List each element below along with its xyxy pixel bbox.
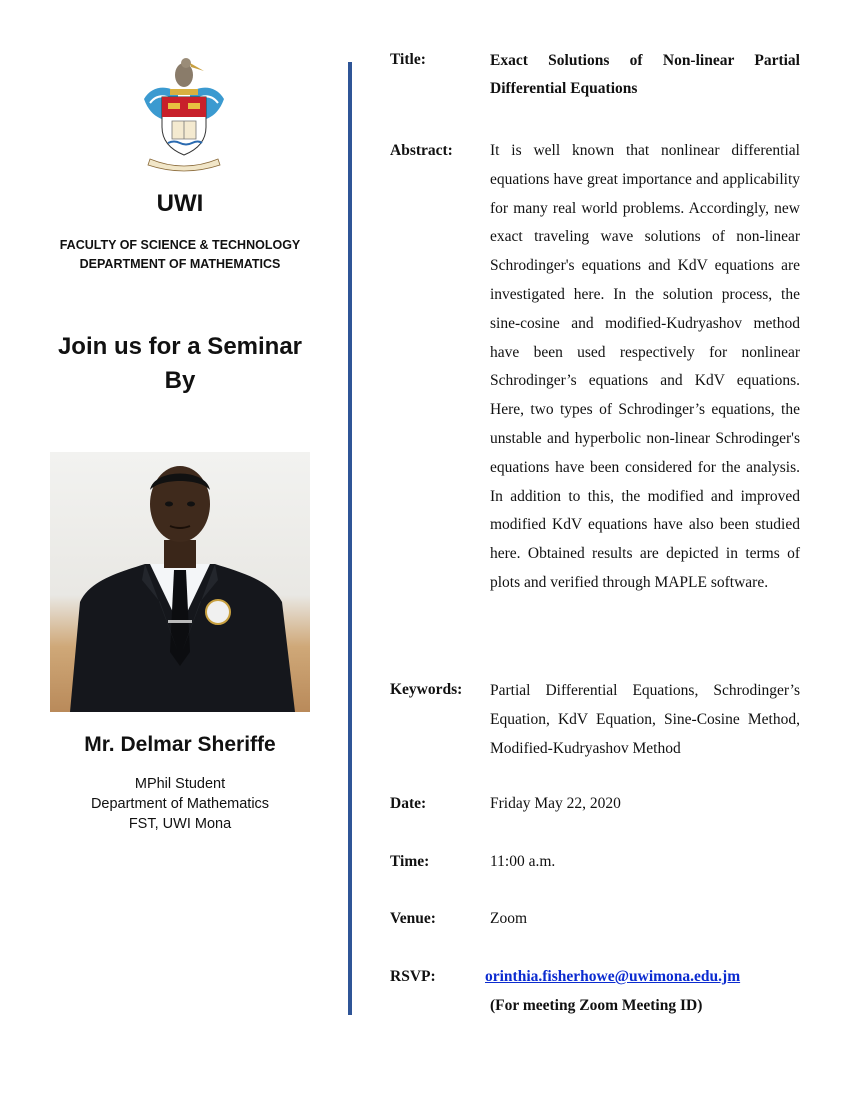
speaker-institution: FST, UWI Mona — [128, 816, 232, 832]
rsvp-note: (For meeting Zoom Meeting ID) — [490, 997, 703, 1014]
venue-label: Venue: — [390, 910, 436, 927]
keywords-value: Partial Differential Equations, Schrodinger’s Equation, KdV Equation, Sine-Cosine Method, Modified-Kudryashov Method — [490, 682, 800, 757]
faculty-heading — [0, 236, 360, 274]
department-line: DEPARTMENT OF MATHEMATICS — [79, 257, 281, 271]
speaker-department: Department of Mathematics — [90, 796, 270, 812]
title-value: Exact Solutions of Non-linear Partial Differential Equations — [490, 52, 800, 97]
uwi-crest-logo — [138, 55, 230, 175]
speaker-info — [0, 774, 360, 834]
time-value: 11:00 a.m. — [490, 853, 556, 870]
date-value: Friday May 22, 2020 — [490, 795, 621, 812]
rsvp-label: RSVP: — [390, 968, 436, 985]
title-label: Title: — [390, 51, 426, 68]
vertical-divider — [348, 62, 352, 1015]
date-label: Date: — [390, 795, 427, 812]
left-panel — [0, 0, 360, 1100]
speaker-name: Mr. Delmar Sheriffe — [84, 733, 276, 756]
seminar-heading — [0, 330, 360, 398]
abstract-label: Abstract: — [390, 142, 453, 159]
keywords-label: Keywords: — [390, 681, 463, 698]
org-name: UWI — [156, 190, 204, 217]
faculty-line: FACULTY OF SCIENCE & TECHNOLOGY — [59, 238, 301, 252]
speaker-photo — [50, 452, 310, 712]
rsvp-email-link[interactable]: orinthia.fisherhowe@uwimona.edu.jm — [485, 968, 741, 985]
venue-value: Zoom — [490, 910, 528, 927]
seminar-line: Join us for a Seminar — [57, 333, 303, 360]
time-label: Time: — [390, 853, 430, 870]
abstract-value: It is well known that nonlinear differential equations have great importance and applicability for many real world problems. Accordingly, new exact traveling wave solutions of non-linear Schrodinger's equations and KdV equations are investigated here. In the solution process, the sine-cosine and modified-Kudryashov method have been used respectively for nonlinear Schrodinger’s equations and KdV equations. Here, two types of Schrodinger’s equations, the unstable and hyperbolic non-linear Schrodinger's equations have been considered for the analysis. In addition to this, the modified and improved modified KdV equations have also been studied here. Obtained results are depicted in terms of plots and verified through MAPLE software. — [490, 142, 800, 591]
seminar-by-line: By — [164, 367, 196, 394]
speaker-role: MPhil Student — [134, 776, 226, 792]
